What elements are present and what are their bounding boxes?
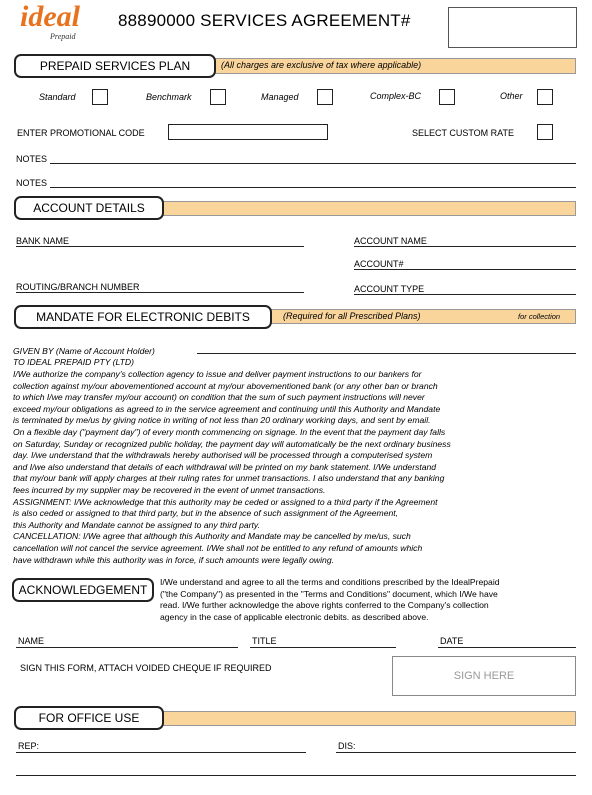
sign-instruction: SIGN THIS FORM, ATTACH VOIDED CHEQUE IF REQUIRED — [20, 663, 272, 673]
checkbox-standard[interactable] — [92, 89, 108, 105]
option-label-managed: Managed — [261, 92, 299, 102]
logo-wordmark: ideal — [20, 0, 80, 33]
office-bottom-line — [16, 775, 576, 776]
mandate-note-right: for collection — [518, 312, 561, 321]
account-type-line[interactable] — [354, 294, 576, 295]
option-label-other: Other — [500, 91, 523, 101]
section-mandate: MANDATE FOR ELECTRONIC DEBITS — [14, 305, 272, 329]
sign-here-box[interactable]: SIGN HERE — [392, 656, 576, 696]
account-bar — [160, 201, 576, 216]
rep-label: REP: — [18, 741, 40, 751]
date-line[interactable] — [438, 647, 576, 648]
section-prepaid-services-plan: PREPAID SERVICES PLAN — [14, 54, 216, 78]
option-label-standard: Standard — [39, 92, 76, 102]
checkbox-complex-bc[interactable] — [439, 89, 455, 105]
account-name-label: ACCOUNT NAME — [354, 236, 427, 246]
routing-label: ROUTING/BRANCH NUMBER — [16, 282, 140, 292]
plan-note: (All charges are exclusive of tax where applicable) — [221, 60, 422, 70]
account-number-line[interactable] — [354, 269, 576, 270]
name-label: NAME — [18, 636, 45, 646]
mandate-note: (Required for all Prescribed Plans) — [283, 311, 421, 321]
promo-code-label: ENTER PROMOTIONAL CODE — [17, 128, 145, 138]
notes-line-1[interactable] — [50, 163, 576, 164]
dis-label: DIS: — [338, 741, 356, 751]
mandate-to: TO IDEAL PREPAID PTY (LTD) — [13, 357, 134, 367]
agreement-number-box[interactable] — [448, 7, 577, 48]
section-account-details: ACCOUNT DETAILS — [14, 196, 164, 220]
custom-rate-label: SELECT CUSTOM RATE — [412, 128, 515, 138]
name-line[interactable] — [16, 647, 238, 648]
account-type-label: ACCOUNT TYPE — [354, 284, 425, 294]
account-name-line[interactable] — [354, 246, 576, 247]
dis-line[interactable] — [336, 752, 576, 753]
bank-name-label: BANK NAME — [16, 236, 70, 246]
rep-line[interactable] — [16, 752, 306, 753]
ack-text: I/We understand and agree to all the terms and conditions prescribed by the IdealPrepaid ("the Company") as presented in the "Terms and Conditions" document, which I/We have read. I/We further acknowledge the above rights conferred to the Company's collection agency in the case of applicable electronic debits. as described above. — [160, 577, 500, 622]
given-by-line[interactable] — [197, 353, 576, 354]
checkbox-other[interactable] — [537, 89, 553, 105]
option-label-complex-bc: Complex-BC — [370, 91, 422, 101]
bank-name-line[interactable] — [16, 246, 304, 247]
checkbox-benchmark[interactable] — [210, 89, 226, 105]
title-label: TITLE — [252, 636, 277, 646]
office-bar — [160, 711, 576, 726]
title-line[interactable] — [250, 647, 396, 648]
page-title: 88890000 SERVICES AGREEMENT# — [118, 11, 411, 30]
section-acknowledgement: ACKNOWLEDGEMENT — [12, 578, 154, 602]
promo-code-input[interactable] — [168, 124, 328, 140]
account-number-label: ACCOUNT# — [354, 259, 404, 269]
section-office-use: FOR OFFICE USE — [14, 706, 164, 730]
notes-label-2: NOTES — [16, 178, 48, 188]
given-by-label: GIVEN BY (Name of Account Holder) — [13, 346, 155, 356]
date-label: DATE — [440, 636, 464, 646]
checkbox-custom-rate[interactable] — [537, 124, 553, 140]
company-logo — [18, 2, 98, 44]
checkbox-managed[interactable] — [317, 89, 333, 105]
mandate-body: I/We authorize the company's collection agency to issue and deliver payment instructions to our bankers for collection against my/our abovementioned account at my/our abovementioned bank (or any other ban or branch to which I/we may transfer my/our account) on condition that the sum of such payment instructions will never exceed my/our obligations as agreed to in the service agreement and continuing until this Authority and Mandate is terminated by me/us by giving notice in writing of not less than 20 ordinary working days, and sent by email. On a flexible day ("payment day") of every month commencing on signage. In the event that the payment day falls on Saturday, Sunday or recognized public holiday, the payment day will automatically be the next ordinary business day. I/we understand that the withdrawals hereby authorised will be processed through a computerised system and I/we also understand that details of each withdrawal will be printed on my bank statement. I/We understand that my/our bank will apply charges at their ruling rates for unmet transactions. I also understand that any banking fees incurred by my supplier may be recovered in the event of unmet transactions. ASSIGNMENT: I/We acknowledge that this authority may be ceded or assigned to a third party if the Agreement is also ceded or assigned to that third party, but in the absence of such assignment of the Agreement, this Authority and Mandate cannot be assigned to any third party. CANCELLATION: I/We agree that although this Authority and Mandate may be cancelled by me/us, such cancellation will not cancel the service agreement. I/We shall not be entitled to any refund of amounts which have withdrawn while this authority was in force, if such amounts were legally owing. — [13, 369, 451, 565]
notes-line-2[interactable] — [50, 187, 576, 188]
logo-subtitle: Prepaid — [50, 32, 76, 41]
routing-line[interactable] — [16, 292, 304, 293]
option-label-benchmark: Benchmark — [146, 92, 192, 102]
notes-label-1: NOTES — [16, 154, 48, 164]
